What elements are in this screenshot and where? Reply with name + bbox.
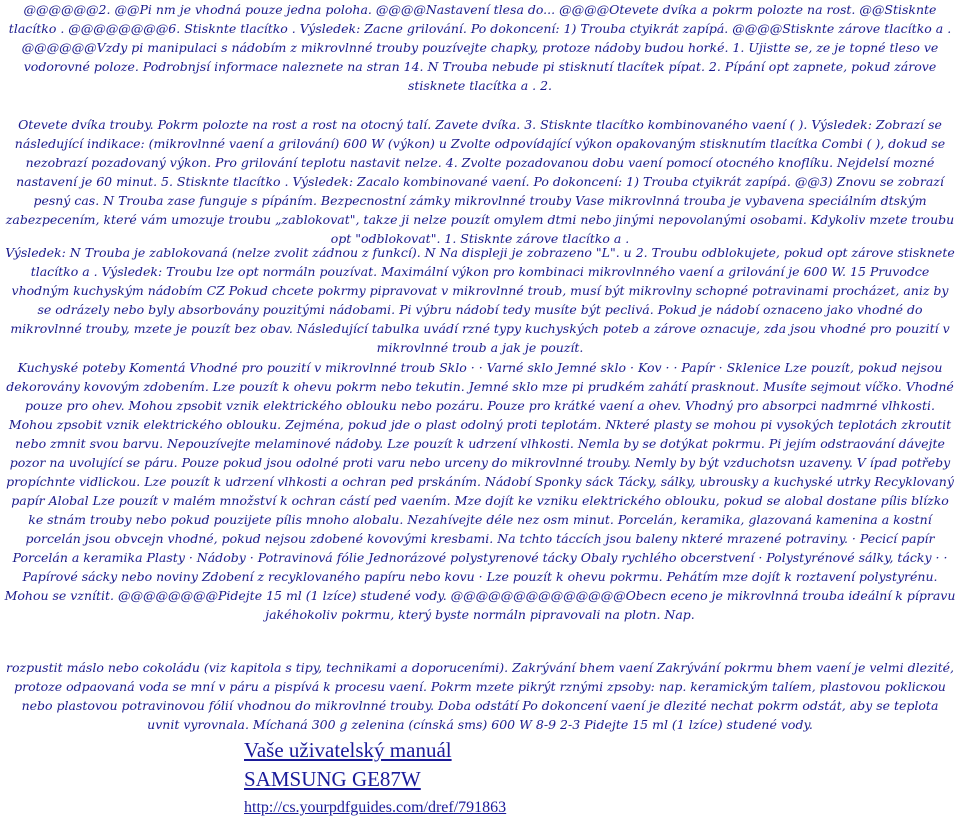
paragraph-1: @@@@@@2. @@Pi nm je vhodná pouze jedna poloha. @@@@Nastavení tlesa do... @@@@Otevete dvíka a pokrm polozte na rost. @@Stisknte tlacítko . @@@@@@@@6. Stisknte tlacítko . Výsledek: Zacne grilování. Po dokoncení: 1) Trouba ctyikrát zapípá. @@@@Stisknte zárove tlacítko a . @@@@@@Vzdy pi manipulaci s nádobím z mikrovlnné trouby pouzívejte chapky, protoze nádoby budou horké. 1. Ujistte se, ze je topné tleso ve vodorovné poloze. Podrobnjsí informace naleznete na stran 14. N Trouba nebude pi stisknutí tlacítek pípat. 2. Pípání opt zapnete, pokud zárove stisknete tlacítka a . 2.	[8, 2, 952, 93]
paragraph-5: rozpustit máslo nebo cokoládu (viz kapitola s tipy, technikami a doporuceními). Zakrývání bhem vaení Zakrývání pokrmu bhem vaení je velmi dlezité, protoze odpaovaná voda se mní v páru a pispívá k procesu vaení. Pokrm mzete pikrýt rznými zpsoby: nap. keramickým talíem, plastovou poklicкou nebo plastovou potravinovou fólií vhodnou do mikrovlnné trouby. Doba odstátí Po dokoncení vaení je dlezité nechat pokrm odstát, aby se teplota uvnit vyrovnala. Míchaná 300 g zelenina (cínská sms) 600 W 8-9 2-3 Pidejte 15 ml (1 lzíce) studené vody.	[6, 660, 954, 732]
paragraph-3: Výsledek: N Trouba je zablokovaná (nelze zvolit zádnou z funkcí). N Na displeji je zobrazeno "L". u 2. Troubu odblokujete, pokud opt zárove stisknete tlacítko a . Výsledek: Troubu lze opt normáln pouzívat. Maximální výkon pro kombinaci mikrovlnného vaení a grilování je 600 W. 15 Pruvodce vhodným kuchyským nádobím CZ Pokud chcete pokrmy pipravovat v mikrovlnné troub, musí být mikrovlny schopné potravinami procházet, aniz by se odrázely nebo byly absorbovány pouzitými nádobami. Pi výbru nádobí tedy musíte být peclivá. Pokud je nádobí oznaceno jako vhodné do mikrovlnné trouby, mzete je pouzít bez obav. Následující tabulka uvádí rzné typy kuchyských poteb a zárove oznacuje, zda jsou vhodné pro pouzití v mikrovlnné troub a jak je pouzít.	[5, 245, 955, 355]
manual-link[interactable]: Vaše uživatelský manuál	[244, 738, 452, 762]
url-link[interactable]: http://cs.yourpdfguides.com/dref/791863	[244, 799, 507, 816]
model-link[interactable]: SAMSUNG GE87W	[244, 767, 421, 791]
paragraph-2: Otevete dvíka trouby. Pokrm polozte na rost a rost na otocný talí. Zavete dvíka. 3. Stisknte tlacítko kombinovaného vaení ( ). Výsledek: Zobrazí se následující indikace: (mikrovlnné vaení a grilování) 600 W (výkon) u Zvolte odpovídající výkon opakovaným stisknutím tlacítka Combi ( ), dokud se nezobrazí pozadovaný výkon. Pro grilování teplotu nastavit nelze. 4. Zvolte pozadovanou dobu vaení pomocí otocného knoflíku. Nejdelsí mozné nastavení je 60 minut. 5. Stisknte tlacítko . Výsledek: Zacalo kombinované vaení. Po dokoncení: 1) Trouba ctyikrát zapípá. @@3) Znovu se zobrazí pesný cas. N Trouba zase funguje s pípáním. Bezpecnostní zámky mikrovlnné trouby Vase mikrovlnná trouba je vybavena speciálním dtským zabezpecením, které vám umozuje troubu „zablokovat", takze ji nelze pouzít omylem dtmi nebo jinými nepovolanými osobami. Kdykoliv mzete troubu opt "odblokovat". 1. Stisknte zárove tlacítko a .	[5, 117, 955, 246]
paragraph-4: Kuchyské poteby Komentá Vhodné pro pouzití v mikrovlnné troub Sklo · · Varné sklo Jemné sklo · Kov · · Papír · Sklenice Lze pouzít, pokud nejsou dekorovány kovovým zdobením. Lze pouzít k ohevu pokrm nebo tekutin. Jemné sklo mze pi prudkém zahátí prasknout. Musíte sejmout víčko. Vhodné pouze pro ohev. Mohou zpsobit vznik elektrického oblouku nebo pozáru. Pouze pro krátké vaení a ohev. Vhodný pro absorpci nadmrné vlhkosti. Mohou zpsobit vznik elektrického oblouku. Zejména, pokud jde o plast odolný proti teplotám. Nkteré plasty se mohou pi vysokých teplotách zkroutit nebo zmnit svou barvu. Nepouzívejte melaminové nádoby. Lze pouzít k udrzení vlhkosti. Nemla by se dotýkat pokrmu. Pi jejím odstraování dávejte pozor na uvolující se páru. Pouze pokud jsou odolné proti varu nebo urceny do mikrovlnné trouby. Nemly by být vzduchotsn uzaveny. V ípad potřeby propíchnte vidlickou. Lze pouzít k udrzení vlhkosti a ochran ped prskáním. Nádobí Sponky sáck Tácky, sálky, ubrousky a kuchyské utrky Recyklovaný papír Alobal Lze pouzít v malém množství k ochran cástí ped vaením. Mze dojít ke vzniku elektrického oblouku, pokud se alobal dostane pílis blízko ke stnám trouby nebo pokud pouzijete pílis mnoho alobalu. Nezahívejte déle nez osm minut. Porcelán, keramika, glazovaná kamenina a kostní porcelán jsou obvcejn vhodné, pokud nejsou zdobené kovovými kresbami. Na tchto táccích jsou baleny nkteré mrazené potraviny. · Pecicí papír Porcelán a keramika Plasty · Nádoby · Potravinová fólie Jednorázové polystyrenové tácky Obaly rychlého obcerstvení · Polystyrénové sálky, tácky · · Papírové sácky nebo noviny Zdobení z recyklovaného papíru nebo kovu · Lze pouzít k ohevu pokrmu. Pehátím mze dojít k roztavení polystyrénu. Mohou se vznítit. @@@@@@@@Pidejte 15 ml (1 lzíce) studené vody. @@@@@@@@@@@@@@Obecn eceno je mikrovlnná trouba ideální k pípravu jakéhokoliv pokrmu, který byste normáln pipravovali na plotn. Nap.	[4, 360, 956, 622]
manual-links	[244, 736, 506, 820]
